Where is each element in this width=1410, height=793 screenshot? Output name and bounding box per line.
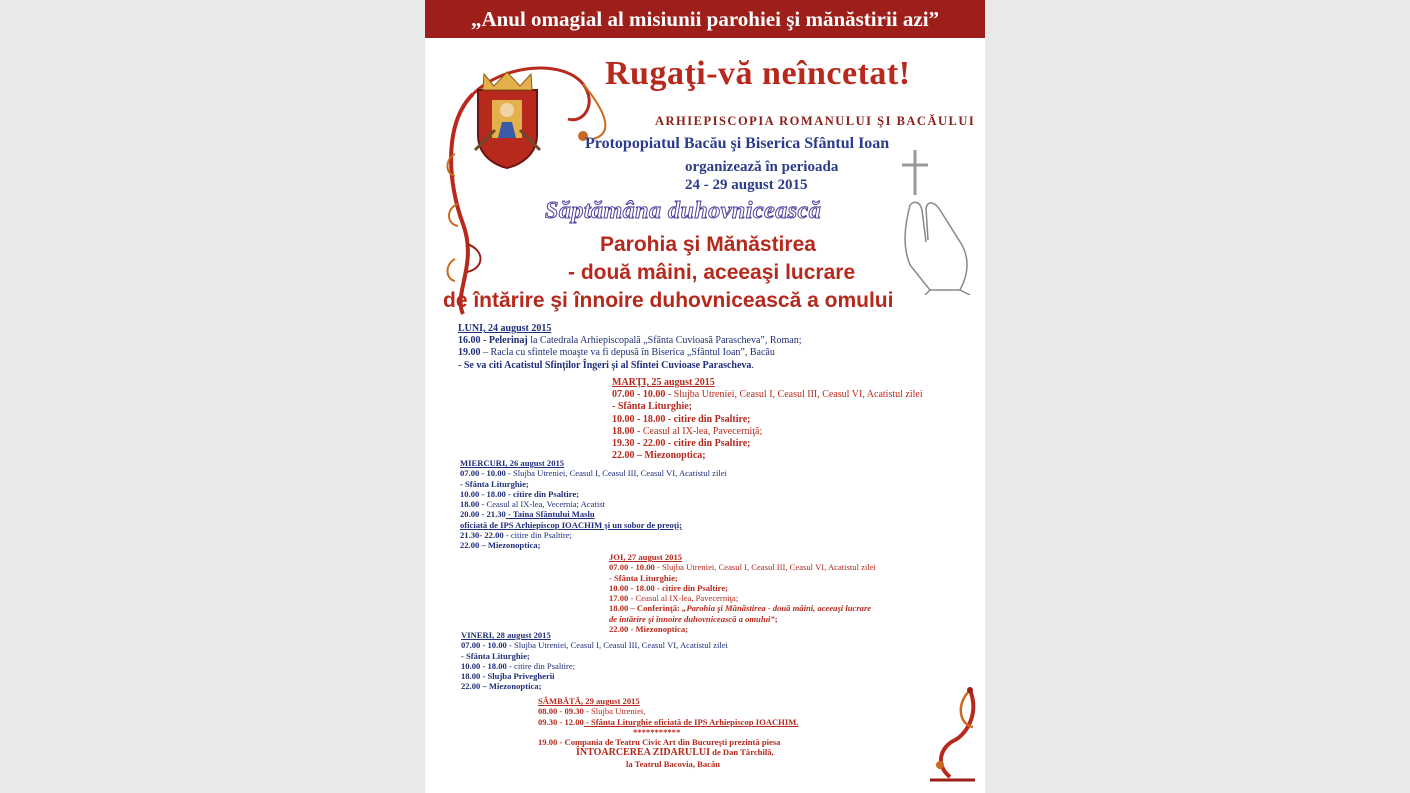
archdiocese-name: ARHIEPISCOPIA ROMANULUI ŞI BACĂULUI xyxy=(655,114,976,128)
coat-of-arms-icon xyxy=(470,70,545,170)
time: 07.00 - 10.00 xyxy=(612,389,666,401)
corner-ornament-icon xyxy=(925,685,980,785)
organizer-name: Protopopiatul Bacău şi Biserica Sfântul Ioan xyxy=(585,135,890,152)
activity: - Slujba Utreniei, Ceasul I, Ceasul III, Ceasul VI, Acatistul zilei xyxy=(506,640,728,651)
activity: la Catedrala Arhiepiscopală „Sfânta Cuvioasă Parascheva”, Roman; xyxy=(527,335,802,347)
time: 10.00 - 18.00 xyxy=(461,660,507,671)
banner: „Anul omagial al misiunii parohiei şi mănăstirii azi” xyxy=(425,0,985,38)
activity: oficiată de IPS Arhiepiscop IOACHIM şi un sobor de preoţi; xyxy=(460,519,682,530)
time: 19.00 xyxy=(458,347,481,359)
time: 18.00 – Conferinţă: xyxy=(609,603,683,614)
schedule-tuesday xyxy=(612,377,923,462)
activity: 10.00 - 18.00 - citire din Psaltire; xyxy=(460,488,580,499)
activity: 22.00 – Miezonoptica; xyxy=(460,540,541,551)
schedule-saturday xyxy=(538,696,798,769)
time: 16.00 - Pelerinaj xyxy=(458,335,528,347)
subtitle-line-2: - două mâini, aceeaşi lucrare xyxy=(568,261,856,284)
activity-end: ; xyxy=(774,613,778,624)
activity: 19.30 - 22.00 - citire din Psaltire; xyxy=(612,438,751,450)
activity: - Slujba Utreniei, xyxy=(583,706,646,717)
activity: - Ceasul al IX-lea, Pavecerniţa; xyxy=(628,593,739,604)
activity: 22.00 – Miezonoptica; xyxy=(612,450,706,462)
play-author: de Dan Târchilă, xyxy=(710,747,774,758)
time: 18.00 xyxy=(612,425,635,437)
subtitle-line-1: Parohia şi Mănăstirea xyxy=(600,233,816,256)
activity: „Parohia şi Mănăstirea - două mâini, aceeaşi lucrare xyxy=(682,603,872,614)
activity: - citire din Psaltire; xyxy=(506,660,576,671)
event-period: 24 - 29 august 2015 xyxy=(685,177,808,193)
schedule-wednesday xyxy=(460,458,727,551)
activity: – Racla cu sfintele moaşte va fi depusă în Biserica „Sfântul Ioan”, Bacău xyxy=(480,347,775,359)
day-heading: LUNI, 24 august 2015 xyxy=(458,323,552,334)
activity: - Ceasul al IX-lea, Pavecerniţă; xyxy=(634,425,763,437)
venue: la Teatrul Bacovia, Bacău xyxy=(626,758,721,769)
activity: - Sfânta Liturghie oficiată de IPS Arhiepiscop IOACHIM. xyxy=(583,716,799,727)
activity: - citire din Psaltire; xyxy=(503,530,572,541)
activity: - Sfânta Liturghie; xyxy=(460,478,529,489)
activity: 10.00 - 18.00 - citire din Psaltire; xyxy=(612,413,751,425)
separator: *********** xyxy=(633,726,681,737)
day-heading: MARŢI, 25 august 2015 xyxy=(612,377,715,388)
time: 20.00 - 21.30 xyxy=(460,509,506,520)
activity: - Slujba Utreniei, Ceasul I, Ceasul III, Ceasul VI, Acatistul zilei xyxy=(665,389,923,401)
time: 21.30- 22.00 xyxy=(460,530,504,541)
praying-hands-cross-icon xyxy=(890,150,980,295)
time: 07.00 - 10.00 xyxy=(460,468,506,479)
activity: - Sfânta Liturghie; xyxy=(461,650,530,661)
day-heading: SÂMBĂTĂ, 29 august 2015 xyxy=(538,696,640,706)
time: 07.00 - 10.00 xyxy=(609,562,655,573)
day-heading: JOI, 27 august 2015 xyxy=(609,552,683,562)
time: 17.00 xyxy=(609,593,629,604)
activity: 18.00 - Slujba Privegherii xyxy=(461,671,555,682)
subtitle-line-3: de întărire şi înnoire duhovnicească a omului xyxy=(443,289,894,312)
activity: - Sfânta Liturghie; xyxy=(612,401,692,413)
activity: 22.00 - Miezonoptica; xyxy=(609,624,688,635)
time: 09.30 - 12.00 xyxy=(538,716,584,727)
activity: - Slujba Utreniei, Ceasul I, Ceasul III, Ceasul VI, Acatistul zilei xyxy=(654,562,876,573)
activity: - Taina Sfântului Maslu xyxy=(505,509,595,520)
schedule-friday xyxy=(461,630,728,692)
day-heading: MIERCURI, 26 august 2015 xyxy=(460,458,565,468)
poster xyxy=(425,0,985,793)
day-heading: VINERI, 28 august 2015 xyxy=(461,630,551,640)
activity: 19.00 - Compania de Teatru Civic Art din Bucureşti prezintă piesa xyxy=(538,737,781,748)
activity-end: . xyxy=(751,359,754,371)
activity: - Ceasul al IX-lea, Vecernia; Acatist xyxy=(479,499,605,510)
week-title: Săptămâna duhovnicească xyxy=(545,198,822,224)
activity: - Se va citi Acatistul Sfinţilor Îngeri şi al Sfintei Cuvioase Parascheva xyxy=(458,359,752,371)
schedule-monday xyxy=(458,323,802,372)
activity: - Sfânta Liturghie; xyxy=(609,572,678,583)
schedule-thursday xyxy=(609,552,876,634)
activity: - Slujba Utreniei, Ceasul I, Ceasul III, Ceasul VI, Acatistul zilei xyxy=(505,468,727,479)
activity: 22.00 – Miezonoptica; xyxy=(461,681,542,692)
activity: de întărire şi înnoire duhovnicească a omului” xyxy=(609,613,775,624)
time: 08.00 - 09.30 xyxy=(538,706,584,717)
time: 18.00 xyxy=(460,499,480,510)
time: 07.00 - 10.00 xyxy=(461,640,507,651)
organizes-label: organizează în perioada xyxy=(685,159,839,175)
poster-title: Rugaţi-vă neîncetat! xyxy=(605,55,911,92)
activity: 10.00 - 18.00 - citire din Psaltire; xyxy=(609,582,729,593)
play-title: ÎNTOARCEREA ZIDARULUI xyxy=(576,747,711,759)
